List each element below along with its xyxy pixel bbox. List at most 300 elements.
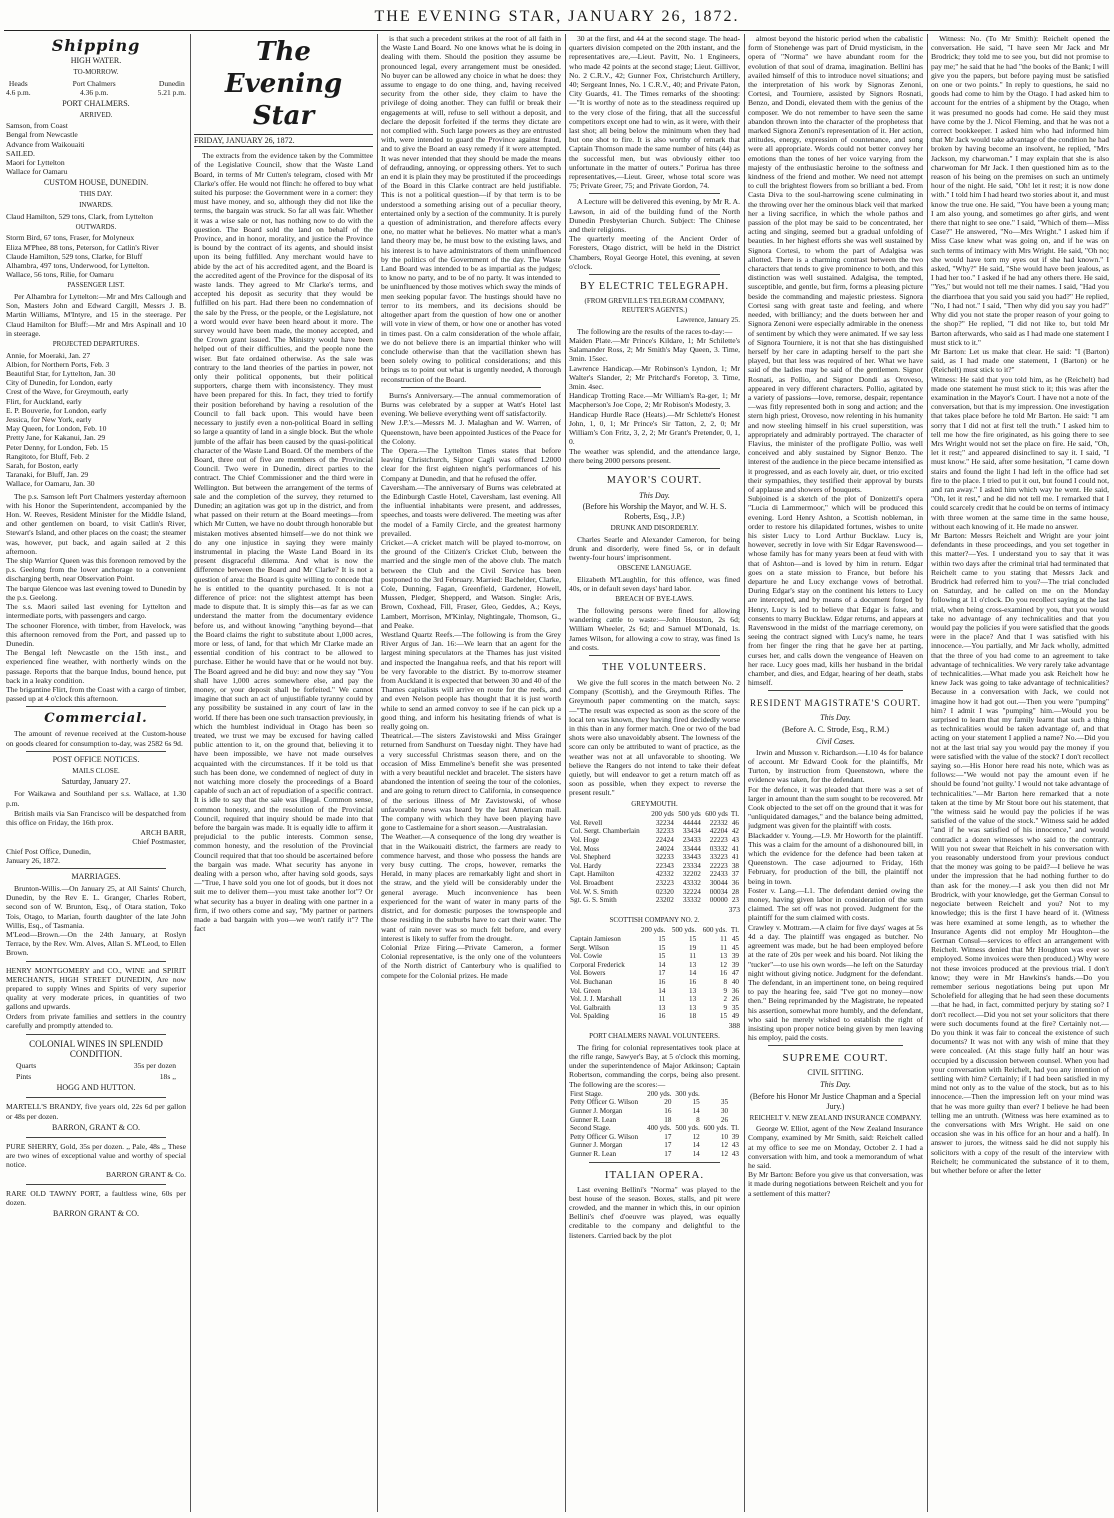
table-row	[569, 935, 740, 944]
table-cell: 22223	[709, 835, 728, 844]
tide-port: Port Chalmers 4.36 p.m.	[72, 78, 116, 97]
page-masthead: THE EVENING STAR, JANUARY 26, 1872.	[374, 8, 740, 25]
table-header-cell: 200 yds	[651, 810, 674, 819]
rmc-day: This Day.	[820, 713, 851, 723]
table-cell: 02320	[655, 887, 674, 896]
commercial-heading: Commercial.	[44, 711, 148, 727]
table-cell: 00000	[709, 896, 728, 905]
table-row	[569, 1133, 740, 1142]
price-row-quarts	[16, 1061, 176, 1070]
sc-text: George W. Elliot, agent of the New Zealand Insurance Company, examined by Mr Smith, said: Reichelt called at my office to see me on Monday, October 2. I had a conversation with him, and took a memorandum of what he said. By Mr Barton: Before you give us that conversation, was it made during negotiations between Reichelt and you for a settlement of this matter?	[748, 1124, 923, 1198]
table-cell: 47	[731, 969, 739, 978]
table-cell	[729, 1098, 740, 1107]
table-cell: 43	[731, 1149, 739, 1158]
table-cell: Gunner J. Morgan	[570, 1141, 623, 1150]
table-cell: 9	[723, 1003, 728, 1012]
projected-heading: PROJECTED DEPARTURES.	[52, 340, 140, 349]
divider	[26, 706, 166, 707]
price-row-pints	[16, 1072, 176, 1081]
table-row	[569, 896, 740, 905]
column-divider	[377, 34, 378, 1512]
advert-colonial-wines-title: COLONIAL WINES IN SPLENDID CONDITION.	[29, 1039, 163, 1059]
table-cell: 16	[658, 978, 666, 987]
customs-day: THIS DAY.	[79, 190, 113, 199]
table-cell: Gunner J. Morgan	[570, 1107, 623, 1116]
advert-colonial-wines	[6, 1039, 186, 1093]
table-cell: 17	[658, 969, 666, 978]
scottish-total: 388	[728, 1021, 740, 1031]
table-cell: 13	[689, 986, 697, 995]
table-cell: 42332	[655, 870, 674, 879]
table-cell: 33223	[709, 853, 728, 862]
local-news-paragraphs: Burns's Anniversary.—The annual commemoration of Burns was celebrated by a supper at Watt's Hotel last evening. We believe everything went off satisfactorily. New J.P.'s.—Messrs M. J. Malaghan and W. Warren, of Queenstown, have been appointed Justices of the Peace for the Colony. The Opera.—The Lyttelton Times states that before leaving Christchurch, Signor Cagli was offered L2000 clear for the first eighteen night's performances of his Company at Dunedin, and that he refused the offer. Caversham.—The anniversary of Burns was celebrated at the Edinburgh Castle Hotel, Caversham, last evening. All the influential inhabitants were present, and addresses, speeches, and toasts were delivered. The meeting was after the model of a Family Circle, and the greatest harmony prevailed. Cricket.—A cricket match will be played to-morrow, on the ground of the Citizen's Cricket Club, between the married and the single men of the above club. The match between the Club and the Civil Service has been postponed to the 3rd February. Married: Bachelder, Clarke, Cole, Dunning, Fagan, Greenfield, Gardener, Howell, Mussen, Pledger, Shepperd, and Watson. Single: Aris, Brown, Coxhead, Fill, Fraser, Gleo, Geddes, A.; Keys, Lambert, Morrison, M'Kinlay, Nightingale, Thomson, G., and Peake. Westland Quartz Reefs.—The following is from the Grey River Argus of Jan. 16:—We learn that an agent for the largest mining speculators at the Thames has just visited and inspected the Inangahua reefs, and that his report will be very favorable to the district. By to-morrow steamer from Auckland it is expected that between 30 and 40 of the Thames capitalists will arrive en route for the reefs, and and even Nelson people has thought that it is just worth while to send an armed convoy to see if he can pick up a good thing, and inform his hesitating friends of what is really going on. Theatrical.—The sisters Zavistowski and Miss Grainger returned from Sandhurst on Tuesday night. They have had a very successful Christmas season there, and on the occasion of Miss Emmeline's benefit she was presented with a very beautiful necklet and bracelet. The sisters have abandoned the intention of seeing the tour of the colonies, and are going to return direct to California, in consequence of the serious illness of Mr Zavistowski, of whose unfavorable news was heard by the last American mail. The company with which they have been playing have gone to Castlemaine for a short season.—Australasian. The Weather.—A consequence of the long dry weather is that in the Waikouaiti district, the farmers are ready to commence harvest, and those who possess the hands are very busy cutting. The crops, however, remarks the Herald, in many places are remarkably light and short in the straw, and the yield will be considerably under the general average. Much inconvenience has been experienced for the want of water in many parts of the district, and for domestic purposes the townspeople and those residing in the suburbs have to cart their water. The want of rain never was so much felt before, and every interest is likely to suffer from the drought. Colonial Prize Firing.—Private Cameron, a former Colonial representative, is the only one of the volunteers of the North district of Canterbury who is qualified to compete for the Colonial prizes. He made	[381, 390, 561, 980]
divider	[26, 1184, 166, 1185]
table-cell: 16	[664, 1107, 672, 1116]
table-cell: 39	[731, 1132, 739, 1141]
table-cell: 14	[689, 969, 697, 978]
newspaper-title: The Evening Star	[224, 37, 343, 131]
table-row	[569, 853, 740, 862]
italian-opera-heading: ITALIAN OPERA.	[604, 1168, 705, 1181]
table-cell: Gunner R. Lean	[570, 1149, 617, 1158]
naval-volunteers-heading: PORT CHALMERS NAVAL VOLUNTEERS.	[589, 1032, 720, 1041]
table-cell: Col. Sergt. Chamberlain	[570, 827, 640, 836]
divider	[768, 690, 903, 691]
column-divider	[744, 34, 745, 1512]
obscene-text: Elizabeth M'Laughlin, for this offence, was fined 40s, or in default seven days' hard labor.	[569, 574, 740, 594]
table-cell: 13	[658, 1003, 666, 1012]
mails-close-heading: MAILS CLOSE.	[72, 766, 120, 775]
table-cell: 26	[720, 1115, 729, 1124]
table-cell: Vol. Galbraith	[570, 1003, 611, 1012]
table-cell: 24024	[655, 844, 674, 853]
table-header-cell: Tl.	[730, 810, 739, 819]
table-row	[569, 1116, 740, 1125]
table-cell: 35	[720, 1098, 729, 1107]
table-row	[569, 1150, 740, 1159]
table-cell	[729, 1107, 740, 1116]
table-cell: Vol. Moss	[570, 844, 600, 853]
rmc-before: (Before A. C. Strode, Esq., R.M.)	[781, 724, 890, 734]
advert-sherry-text: PURE SHERRY, Gold, 35s per dozen. ,, Pale, 48s ,, These are two wines of exceptional value and worthy of special notice.	[6, 1141, 186, 1170]
table-row	[569, 1004, 740, 1013]
table-cell: 11	[720, 935, 728, 944]
naval-scores-table	[569, 1090, 740, 1159]
scottish-scores-table	[569, 926, 740, 1021]
column-divider	[190, 34, 191, 1512]
table-row	[569, 836, 740, 845]
table-row	[569, 969, 740, 978]
table-row	[569, 827, 740, 836]
prize-firing-continued: 30 at the first, and 44 at the second stage. The head-quarters division competed on the 20th instant, and the representatives are,—Lieut. Pavitt, No. 1 Engineers, who made 42 points at the second stage; Lieut. Gillivor, No. 2 C.R.V., 42; Gunner Fox, Christchurch Artillery, 40; Sergeant Innes, No. 1 C.R.V., 40; and Private Paton, City Guards, 41. The Times remarks of the shooting:—"It is worthy of note as to the steadiness required up to the very close of the firing, that all the successful competitors except one had to win, as it were, with their last shot; all being below the minimum when they had but one shot to fire. It is also worthy of remark that Captain Thomson made the same number of hits (44) as the successful men, but was obviously either too unfortunate in the matter of outers." Porirua has three representatives,—Lieut. Greer, whose total score was 75; Private Greer, 75; and Private Gordon, 74.	[569, 34, 740, 191]
table-cell: 12	[719, 960, 728, 969]
italian-opera-text: Last evening Bellini's "Norma" was played to the best house of the season. Boxes, stalls, and pit were crowded, and the manner in which this, in our opinion Bellini's chef d'oeuvre was played, was equally creditable to the company and delightful to the listeners. Carried back by the plot	[569, 1184, 740, 1240]
resident-magistrate-heading: RESIDENT MAGISTRATE'S COURT.	[749, 698, 921, 709]
volunteers-heading: THE VOLUNTEERS.	[602, 661, 707, 673]
table-row	[569, 1012, 740, 1021]
supreme-court-heading: SUPREME COURT.	[782, 1052, 889, 1065]
table-cell: 32233	[655, 853, 674, 862]
table-row	[569, 995, 740, 1004]
table-cell: 13	[689, 995, 697, 1004]
divider	[589, 655, 720, 656]
table-cell: Capt. Hamilton	[570, 870, 615, 879]
table-cell: 00034	[709, 887, 728, 896]
table-cell: 11	[658, 995, 666, 1004]
table-cell: Vol. Hoge	[570, 835, 600, 844]
table-cell: 500 yds.	[675, 1124, 700, 1133]
table-cell: 32224	[682, 887, 701, 896]
table-cell: Vol. W. S. Smith	[570, 887, 618, 896]
scottish-heading: SCOTTISH COMPANY NO. 2.	[609, 915, 700, 924]
advert-hogg-signature: HOGG AND HUTTON.	[56, 1083, 136, 1093]
table-cell: 11	[689, 952, 697, 961]
table-cell: 39	[731, 960, 739, 969]
passenger-heading: PASSENGER LIST.	[67, 281, 125, 290]
table-cell: Vol. Green	[570, 986, 602, 995]
post-office-date: Chief Post Office, Dunedin, January 26, 1872.	[6, 846, 91, 865]
table-row	[569, 1124, 740, 1133]
table-cell: 16	[658, 1012, 666, 1021]
table-header-cell: 200 yds.	[641, 926, 666, 935]
divider	[26, 751, 166, 752]
table-cell: 37	[731, 870, 739, 879]
table-row	[569, 1098, 740, 1107]
table-cell: Petty Officer G. Wilson	[570, 1098, 639, 1107]
column-shipping	[6, 34, 186, 1512]
port-heading: PORT CHALMERS.	[62, 98, 130, 108]
table-cell: 33332	[682, 896, 701, 905]
table-header-cell: 600 yds	[705, 810, 728, 819]
table-cell: 13	[689, 960, 697, 969]
table-cell: Vol. Bowers	[570, 969, 606, 978]
table-row	[569, 870, 740, 879]
arrivals-list: Samson, from Coast Bengal from Newcastle Advance from Waikouaiti SAILED. Maori for Lyttelton Wallace for Oamaru	[6, 121, 85, 177]
arrived-heading: ARRIVED.	[79, 110, 113, 119]
advert-martell-signature: BARRON, GRANT & CO.	[51, 1122, 141, 1132]
breach-heading: BREACH OF BYE-LAWS.	[615, 595, 694, 604]
table-cell: 19	[689, 943, 697, 952]
column-divider	[927, 34, 928, 1512]
table-cell: 43332	[682, 878, 701, 887]
divider	[26, 1137, 166, 1138]
table-cell: 26	[731, 995, 739, 1004]
greymouth-total: 373	[728, 904, 740, 914]
table-row	[569, 1090, 740, 1099]
table-cell: 39	[731, 952, 739, 961]
table-cell: 32233	[655, 827, 674, 836]
table-header-cell	[569, 926, 636, 935]
table-cell: 15	[719, 1012, 728, 1021]
table-row	[569, 888, 740, 897]
table-cell: 17	[664, 1149, 672, 1158]
table-cell	[729, 1090, 740, 1099]
greymouth-heading: GREYMOUTH.	[631, 799, 678, 808]
divider	[26, 868, 166, 869]
table-row	[569, 879, 740, 888]
projected-list: Annie, for Moeraki, Jan. 27 Albion, for Northern Ports, Feb. 3 Beautiful Star, for Lyttelton, Jan. 30 City of Dunedin, for London, early Crest of the Wave, for Greymouth, early Flirt, for Auckland, early E. P. Bouverie, for London, early Jessica, for New York, early May Queen, for London, Feb. 10 Pretty Jane, for Kakanui, Jan. 29 Peter Denny, for London, Feb. 15 Rangitoto, for Bluff, Feb. 2 Sarah, for Boston, early Taranaki, for Bluff, Jan. 29 Wallace, for Oamaru, Jan. 30	[6, 350, 129, 489]
drunk-text: Charles Searle and Alexander Cameron, for being drunk and disorderly, were fined 5s, or in default twenty-four hours' imprisonment.	[569, 534, 740, 563]
telegraph-place: Lawrence, January 25.	[676, 316, 740, 325]
table-cell: 15	[689, 935, 697, 944]
table-row	[569, 862, 740, 871]
advert-montgomery-text: HENRY MONTGOMERY and CO., WINE and SPIRIT MERCHANTS, HIGH STREET DUNEDIN, Are now prepared to supply Wines and Spirits of very superior quality at very moderate prices, in quantities of two gallons and upwards. Orders from private families and settlers in the country carefully and promptly attended to.	[6, 965, 186, 1030]
table-cell: Vol. Spalding	[570, 1012, 610, 1021]
advert-sherry-signature: BARRON GRANT & Co.	[105, 1170, 186, 1180]
table-cell: Tl.	[730, 1124, 739, 1133]
table-row	[569, 1107, 740, 1116]
table-cell: 400 yds.	[647, 1124, 672, 1133]
table-cell: 8	[696, 1115, 700, 1124]
sc-before: (Before his Honor Mr Justice Chapman and a Special Jury.)	[749, 1091, 922, 1111]
table-cell: 2	[723, 995, 728, 1004]
table-cell: Petty Officer G. Wilson	[570, 1132, 639, 1141]
table-cell: 22424	[655, 835, 674, 844]
table-cell: 03332	[709, 844, 728, 853]
table-cell: 45	[731, 943, 739, 952]
table-cell: 36	[731, 878, 739, 887]
divider	[401, 387, 541, 388]
table-row	[569, 944, 740, 953]
dateline	[194, 134, 373, 147]
advert-port	[6, 1189, 186, 1219]
table-cell: Corporal Frederick	[570, 960, 625, 969]
table-cell: Sgt. G. S. Smith	[570, 896, 617, 905]
table-cell: 43	[731, 835, 739, 844]
advert-sherry	[6, 1142, 186, 1180]
table-cell: 13	[689, 1003, 697, 1012]
inwards-heading: INWARDS.	[79, 201, 113, 209]
divider	[589, 468, 720, 469]
pints-label: Pints	[16, 1072, 32, 1082]
table-row	[569, 819, 740, 828]
table-row	[569, 952, 740, 961]
naval-volunteers-text: The firing for colonial representatives took place at the rifle range, Sawyer's Bay, at 5 o'clock this morning, under the superintendence of Major Atkinson; Captain Robertson, commanding the corps, being also present. The following are the scores:—	[569, 1042, 740, 1089]
obscene-heading: OBSCENE LANGUAGE.	[617, 564, 692, 573]
leader-article: The extracts from the evidence taken by the Committee of the Legislative Council, show that the Waste Land Board, in terms of Mr Cutten's telegram, closed with Mr Clarke's offer. He would not flinch: he offered to buy what suited his purpose: the Government were in a corner: they must have money, and so, although they did not like the terms, the bargain was struck. So far all was fair. Whether it was a wise sale or not, has nothing now to do with the question. The Board sold the land on behalf of the Province, and in honor, morality, and justice the Province is bound by the contract of its agents, and should insist upon its being fulfilled. Any merchant would have to abide by the act of his accredited agent, and the Board is the accredited agent of the Province for the disposal of its waste lands. They agreed to Mr Clarke's terms, and accepted his deposit as security that they would be fulfilled on his part. Had there been no condemnation of the sale by the Press, or the people, or the Legislature, not a word would ever have been heard about it more. The survey would have been made, the money accepted, and the Crown grant issued. The Ministry would have been helped out of their difficulties, and the people none the wiser. But fate ordained otherwise. As the sale was contrary to the land theories of the parties in power, not only their political opponents, but their political supporters, charge them with inconsistency. They must have been prepared for this. In fact, they tried to fortify their position beforehand by having a resolution of the Council to fall back upon. This would have been necessary to justify even a non-political Board in selling so large a quantity of land in a single block. But the whole jumble of the affair has been caused by the quasi-political character of the Waste Land Board. Of the members of the Board, three out of five are members of the Provincial Council. Two were in Dunedin, direct parties to the contract. The Chief Commissioner and the third were in Wellington. But between the arrangement of the terms of sale and the completion of the survey, they returned to Dunedin; an agitation was got up in the district, and from what passed on their return at the Board meetings—from which Mr Cutten, we have no doubt through honorable but mistaken motives absented himself—we do not think we do any one injustice in saying they were mainly instrumental in placing the Waste Land Board in its present disgraceful dilemma. And what is now the difference between the Board and Mr Clarke? It is not a question of area: the Board is quite willing to concede that he is entitled to the quantity purchased. It is not a difference of price: not the slightest attempt has been made to dispute that. It is simply this—as far as we can understand the matter from the documentary evidence before us, and without knowing "anything beyond—that the Board claims the right to substitute about 1,000 acres, more or less, of land, for that which Mr Clarke made an essential condition of his contract to be allowed to purchase. Either he would have that or he would not buy. The Board agreed and he did buy: and now they say "You shall have 1,000 acres somewhere else, and pay the money, or your deposit shall be forfeited." We cannot imagine that such an act of unjustifiable tyranny could by any possibility be sustained in any court of law in the world. If there has been one such transaction previously, in which the humblest individual in Otago has been so treated, we trust we may be excused for having called public attention to it, on the ground that, believing it to have been impossible, we have not made ourselves acquainted with the circumstances. If it be told us that such has been done, we condemned of neglect of duty in not watching more closely the proceedings of a Board capable of such an act of repudiation of a specific contract. It is idle to say that the sale was illegal. Common sense, common honesty, and the resolution of the Provincial Council, required that inquiry should be made into that before the bargain was made. It is equally idle to affirm it prejudicial to the public interests. Common sense, common honesty, and the resolution of the Provincial Council required that that too should be ascertained before the bargain was made. What security has anyone in dealing with a person who, after having sold goods, says—"True, I have sold you one lot of goods, but it does not suit me to deliver them—you must take another lot"? Or what security has a buyer in dealing with one partner in a firm, if two others come and say, "My partner or partners made a bad bargain with you—we won't ratify it"? The fact	[194, 151, 373, 934]
mayors-court-day: This Day.	[639, 490, 670, 500]
table-cell: 33444	[682, 844, 701, 853]
table-cell: 38	[731, 861, 739, 870]
table-row	[569, 978, 740, 987]
table-cell: 30044	[709, 878, 728, 887]
rmc-text: Irwin and Musson v. Richardson.—L10 4s for balance of account. Mr Edward Cook for the plaintiffs, Mr Turton, by instruction from Queenstown, where the evidence was taken, for the defendant. For the defence, it was pleaded that there was a set of larger in amount than the sum sought to be recovered. Mr Cook objected to the set off on the ground that it was for "unliquidated damages," and the balance being admitted, judgment was given for the plaintiff with costs. Blackadder v. Young.—L9. Mr Howorth for the plaintiff. This was a claim for the amount of a dishonoured bill, in which the evidence for the defence had been taken at Queenstown. The case adjourned to Friday, 16th February, for production of the bill, the plaintiff not being in town. Foster v. Lang.—L1. The defendant denied owing the money, having given labor in consideration of the sum claimed. The set off was not proved. Judgment for the plaintiff for the sum claimed with costs. Crawley v. Mottram.—A claim for five days' wages at 5s 4d a day. The plaintiff was engaged as butcher. No agreement was made, but he had been employed before at the rate of 20s per week and his board. Not liking the "tucker"—to use his own words—he left on the Saturday night without giving notice. Judgment for the defendant. The defendant, in an impertinent tone, on being required to pay the hearing fee, said "I've got no money—now then." Being reprimanded by the Magistrate, he repeated his assertion, somewhat more humbly, and the defendant, who said he merely wished to establish the right of insisting upon proper notice being given by men leaving his employ, paid the costs.	[748, 747, 923, 1043]
divider	[589, 1162, 720, 1163]
table-cell: Vol. Buchanan	[570, 978, 613, 987]
table-cell: 49	[731, 1012, 739, 1021]
mayors-court-before: (Before his Worship the Mayor, and W. H. S. Roberts, Esq., J.P.)	[582, 502, 727, 522]
shipping-heading: Shipping	[51, 36, 141, 55]
table-cell: Second Stage.	[570, 1124, 611, 1133]
column-supreme-court	[931, 34, 1109, 1512]
table-row	[569, 961, 740, 970]
outwards-list: Storm Bird, 67 tons, Fraser, for Molyneux Eliza M'Phee, 88 tons, Peterson, for Catlin's River Claude Hamilton, 529 tons, Clarke, for Bluff Alhambra, 497 tons, Underwood, for Lyttelton. Wallace, 56 tons, Rilie, for Oamaru	[6, 233, 159, 280]
column-leader	[194, 34, 373, 1512]
civil-sitting-heading: CIVIL SITTING.	[807, 1068, 864, 1078]
sc-evidence-continued: Witness: No. (To Mr Smith): Reichelt opened the conversation. He said, "I have seen Mr Jack and Mr Brodrick; they told me to see you, but did not promise to pay me;" he said that he had "the books of the Bank; I will give you the papers, but before paying must be satisfied on one or two points." In reply to questions, he said no goods had come to him by the Otago. I had asked him to account for the entries of a shipment by the Otago, when it was presumed no goods had come. He said they must have come by the J. Nicol Fleming, and that he was not a correct bookkeeper. I asked him who had informed him that Mr Jack would take advantage of the condition he had broken by having become an insolvent, he replied, "Mrs Jackson, my charwoman." I may explain that she is also charwoman for Mr Jack. I then questioned him as to the reason of his being on the premises on such an untimely hour of the night. He said, "Oh! let it rest; it is now done with." I told him I had heard two stories about it, and must know the true one. He said, "You have been a young man; I am also young, and sometimes go after girls, and went there that night to see one." I said, "Which of them—Miss Case?" He answered, "No—Mrs Wright." I asked him if Miss Case knew what was going on, and if he was on such terms of intimacy with Mrs Wright. He said, "Oh no; she would have torn my eyes out if she had known." I asked, "Why?" He said, "She would have been jealous, as I had her too." I asked if he had any others there. He said, "Yes," but would not tell me their names. I said, "Had you the diarrhoea that you said you said you had?" He replied, "No, I had not." I said, "Then why did you say you had?" Why did you not state the proper reason of your going to the shop?" He replied, "I did not like to, but told Mr Barton afterwards, who said as I had made one statement I must stick to it." Mr Barton: Let us make that clear. He said: "I (Barton) said, as I had made one statement, I (Barton) or he (Reichelt) must stick to it?" Witness: He said that you told him, as he (Reichelt) had made one statement he must stick to it; this was after the examination in the Mayor's Court. I have not a note of the conversation, but that is my impression. One investigation that takes place before he told Mr Barton. He said: "I am sorry that I did not at first tell the truth." I asked him to tell me how the fire originated, as his going there to see Mrs Wright would not set the place on fire. He said, "Oh, let it rest;" and appeared disinclined to say it. I said, "I must know." He said, after some hesitation, "I came down stairs and found the light I had left in the office had set fire to the place. I tried to put it out, but found I could not, and ran away." I asked him which way he went. He said, "Oh, let it rest," and he did not tell me. I remarked that I could scarcely credit that he could be on terms of intimacy with three women at the same time in the same house, without each knowing of it. He made no answer. Mr Barton: Messrs Reichelt and Wright are your joint defendants in these proceedings, and you set together in this matter?—Yes. I understand you to say that it was within two days after the criminal trial had terminated that Reichelt came to you stating that Messrs Jack and Brodrick had referred him to you?—The trial concluded on Saturday, and he called on me on the Monday following at 11 o'clock. Do you recollect saying at the last trial, when being cross-examined by you, that you would take no advantage of any technicalities and that you would pay the policies if you were satisfied that the goods were in the place? And that I was satisfied with his innocence.—You partially, and Mr Jack wholly, admitted that the three of you had come to an agreement to take advantage of technicalities. We very rarely take advantage of technicalities.—What made you ask Reichelt how he knew Jack was going to take advantage of technicalities? Because in a conversation with Jack, we could not imagine how it had got out.—Then you were "pumping" him? I admit I was "pumping" him.—Would you be surprised to learn that my family learnt that such a thing as technicalities would be taken advantage of, and that acting on your statement I applied a name? No.—Did you not at the last trial say you would pay the money if you were satisfied with the value of the stock? I don't recollect saying so.—His Honor here read his note, which was as follows:—"We would not pay the amount even if he should be found 'not guilty.' I would not take advantage of technicalities."—Mr Barton here remarked that a note taken at the time by Mr Stout bore out his statement, that "the witness said he would pay the policies if he was satisfied of the value of the stock." Witness said he added "and if he was satisfied of his innocence," and would contradict a dozen witnesses who said to the contrary. Will you not swear that Reichelt in his conversation with you reasonably understood from your previous conduct that the money was going to be paid?—I believe he was under the impression that he had nothing further to do than ask for the money.—I ask you then did not Mr Brodrick, with your knowledge, get the German Consul to negociate between Reichelt and you? Not to my knowledge; this is the first I have heard of it. (Witness was here examined at some length, as to whether the Insurance Agents did not employ Mr Houghton—the German Consul—services to effect an arrangement with Reichelt. Witness denied that Mr Houghton was ever so employed. Some invoices were then produced.) Why were not these invoices produced at the previous trial. I don't know; they were in Mr Hawkins's hands.—Do you remember serious negotiations being put upon Mr Scholefield for alleging that he had seen these documents—that he had, in fact, committed perjury by stating so? I don't recollect.—Did you not set your solicitors that there were such documents found at the fire? Certainly not.—Do you think it was fair to conceal the existence of such documents? It was not with any wish of mine that they were concealed. (At this stage fully half an hour was occupied by a discussion between counsel. When you had your conversation with Reichelt, had you any intention of settling with him? Certainly; if I had been satisfied in my mind not only as to the value of the stock, but as to his innocence.—Then the impression left on your mind was that he was more guilty than ever? I believe he had been telling me an untruth. (Witness was here examined as to the conversations with Mrs Wright. He said on one occasion she was in his office for an hour and a half). In answer to jurors, the witness said he did not supply his solicitors with a copy of the result of the interview with Reichelt; he communicated the substance of it to them, but whether before or after the letter	[931, 34, 1109, 1175]
table-cell: 30	[720, 1107, 729, 1116]
column-divider	[565, 34, 566, 1512]
table-cell: 9	[723, 986, 728, 995]
table-header-cell: 600 yds.	[702, 926, 728, 935]
table-cell: 200 yds.	[647, 1089, 672, 1098]
drunk-heading: DRUNK AND DISORDERLY.	[610, 524, 699, 533]
table-cell	[701, 1090, 729, 1099]
table-cell: 15	[658, 943, 666, 952]
table-cell: 42	[731, 827, 739, 836]
pints-price: 18s ,,	[159, 1072, 176, 1082]
issue-date: FRIDAY, JANUARY 26, 1872.	[194, 136, 295, 145]
table-cell: 16	[689, 978, 697, 987]
table-cell: 23334	[682, 861, 701, 870]
tide-heads: Heads 4.6 p.m.	[6, 78, 31, 97]
outwards-heading: OUTWARDS.	[75, 222, 117, 231]
quarts-label: Quarts	[16, 1061, 37, 1070]
table-cell: 45	[731, 935, 739, 944]
table-row	[569, 1141, 740, 1150]
table-cell: 32234	[655, 818, 674, 827]
advert-martell-text: MARTELL'S BRANDY, five years old, 22s 6d per gallon or 48s per dozen.	[6, 1102, 186, 1121]
table-cell: 23433	[682, 835, 701, 844]
high-water-heading: HIGH WATER.	[70, 56, 122, 65]
divider	[768, 1045, 903, 1046]
table-header-cell: 500 yds	[678, 810, 701, 819]
table-cell: 14	[692, 1107, 700, 1116]
civil-cases-heading: Civil Cases.	[816, 736, 855, 746]
table-cell: Vol. Shepherd	[570, 853, 611, 862]
table-cell: Vol. Hardy	[570, 861, 602, 870]
marriages-heading: MARRIAGES.	[71, 871, 121, 881]
table-cell: 22223	[709, 861, 728, 870]
volunteers-text: We give the full scores in the match between No. 2 Company (Scottish), and the Greymouth Rifles. The Greymouth paper commenting on the match, says:—"The result was expected as soon as the score of the local ten was known, they having fired decidedly worse in this than in any former match. One or two of the bad shots were also unavoidably absent. The lowness of the score can only be attributed to want of practice, as the weather was not at all unfavorable to shooting. We believe the Rangers do not intend to take their defeat quietly, but will endeavor to get a return match off as soon as possible, when they expect to reverse the present result."	[569, 677, 740, 798]
divider	[26, 1034, 166, 1035]
tomorrow-label: TO-MORROW.	[73, 68, 119, 76]
greymouth-scores-table	[569, 810, 740, 905]
tide-table	[6, 79, 186, 97]
sc-case-title: REICHELT V. NEW ZEALAND INSURANCE COMPANY.	[749, 1113, 922, 1122]
breach-text: The following persons were fined for allowing wandering cattle to waste:—John Houston, 2s 6d; William Wheeler, 2s 6d; and Samuel M'Donald, 1s. James Wilson, for allowing a cow to stray, was fined 1s and costs.	[569, 605, 740, 652]
customs-heading: CUSTOM HOUSE, DUNEDIN.	[43, 178, 149, 188]
inwards-list: Claud Hamilton, 529 tons, Clark, from Lyttelton	[6, 211, 154, 221]
table-cell: 15	[658, 935, 666, 944]
table-cell: Vol. Cowie	[570, 952, 603, 961]
advert-port-text: RARE OLD TAWNY PORT, a faultless wine, 60s per dozen.	[6, 1188, 186, 1207]
table-cell: 46	[731, 818, 739, 827]
table-cell: 33443	[682, 853, 701, 862]
opera-review-continued: almost beyond the historic period when the cabalistic form of Stonehenge was part of Druid mysticism, in the opera of "Norma" we have abundant room for the evolution of that soul of drama, imagination. Bellini has availed himself of this to introduce novel situations; and the interpretation of his work by Signoras Zenoni, Cortesi, and Tourniere, assisted by Signors Rosnati, Benzo, and Dondi, elevated them with the genius of the composer. We do not remember to have seen the same abandon thrown into the character of the prophetess that marked Signora Zenoni's representation of it. Her action, attitudes, energy, expression of countenance, and song were all appropriate. Words could not better convey her emotions than the tones of her voice varying from the majesty of the enthusiastic heroine to the softness and kindness of the friend and mother. We need not attempt to cull the brightest flowers from so brilliant a bed. From Casta Diva to the soul-harrowing scene culminating in the throwing over her the ominous black veil that marked her a living sacrifice, in which the whole pathos and passion of the plot may be said to be concentrated, her acting and singing, seemed but a gradual unfolding of beauties. In her highest efforts she was well sustained by Signora Cortesi, to whom the part of Adalgisa was allotted. There is a charming contrast between the two characters that tends to give prominence to both, and this distinction was well sustained. Adalgisa, the tempted, susceptible, and gentle, but firm, forms a pleasing picture beside the commanding and majestic priestess. Signora Cortesi sang with great taste and feeling, and where needed, with brilliancy; and the duets between her and Signora Zenoni were especially admirable in the oneness of sentiment by which they were animated. If we say less of Signora Tourniere, it is not that she has distinguished herself by her care in adapting herself to the part she played, but that less was required of her. What we have said of the ladies may be said of the gentlemen. Signor Rosnati, as Pollio, and Signor Dondi as Oroveso, appeared in very different characters. Pollio, agitated by a variety of passions—love, remorse, despair, repentance—was fitly represented both in song and action; and the stern high priest, Oroveso, now relenting in his humanity and now steeling himself in his cruel superstition, was appropriately and admirably portrayed. The character of Flavius, the minister of the profligate Pollio, was well conceived and ably sustained by Signor Benzo. The interest of the audience in the piece became intensified as it progressed, and as each lovely air, duet, or trio excited their sympathies, they testified their approval by bursts of applause and showers of bouquets. Subjoined is a sketch of the plot of Donizetti's opera "Lucia di Lammermoor," which will be produced this evening. Lord Henry Ashton, a Scottish nobleman, in order to restore his dilapidated fortunes, wishes to unite his sister Lucy to Lord Arthur Bucklaw. Lucy is, however, secretly in love with Sir Edgar Ravenswood—whose family has for many years been at feud with with that of Ashton—and is loved by him in return. Edgar goes on a state mission to France, but before his departure he and Lucy exchange vows of betrothal. During Edgar's stay on the continent his letters to Lucy are intercepted, and by means of a document forged by Henry, Lucy is led to believe that Edgar is false, and consents to marry Bucklaw. Edgar returns, and appears at Ravenswood in the midst of the marriage ceremony, on seeing the contract signed with Lucy's name, he tears from her finger the ring that he gave her at parting, curses her, and calls down the vengeance of Heaven on her race. Lucy goes mad, kills her husband in the bridal chamber, and dies, and Edgar, hearing of her death, stabs himself.	[748, 34, 923, 688]
table-header-row	[569, 926, 740, 935]
commercial-text: The amount of revenue received at the Custom-house on goods cleared for consumption to-day, was 2582 6s 9d.	[6, 729, 186, 748]
table-cell: 23	[731, 896, 739, 905]
table-cell: 23202	[655, 896, 674, 905]
table-cell: First Stage.	[570, 1089, 603, 1098]
table-cell: 12	[720, 1141, 729, 1150]
divider	[589, 274, 720, 275]
table-cell: 17	[664, 1132, 672, 1141]
table-cell: 23223	[655, 878, 674, 887]
mails-text: For Waikawa and Southland per s.s. Wallace, at 1.30 p.m.	[6, 789, 186, 808]
table-cell: 600 yds.	[703, 1124, 729, 1133]
table-cell: 22332	[709, 818, 728, 827]
shipping-news: The p.s. Samson left Port Chalmers yesterday afternoon with his Honor the Superintendent, accompanied by the Hon. W. Reeves, Resident Minister for the Middle Island, and other gentlemen on board, to visit Catlin's River, Stewart's Island, and other places on the coast; the steamer was, however, put back, and again sailed at 2 this afternoon. The ship Warrior Queen was this forenoon removed by the p.s. Geelong from the lower anchorage to a convenient discharging berth, near Observation Point. The barque Glencoe was last evening towed to Dunedin by the p.s. Geelong. The s.s. Maori sailed last evening for Lyttelton and intermediate ports, with passengers and cargo. The schooner Florence, with timber, from Havelock, was this afternoon removed from the Port, and passed up to Dunedin. The Bengal left Newcastle on the 15th inst., and experienced fine weather, with northerly winds on the passage. Reports that the barque Indus, bound hence, put back in a leaky condition. The brigantine Flirt, from the Coast with a cargo of timber, passed up at 4 o'clock this afternoon.	[6, 491, 186, 704]
table-cell: 41	[731, 853, 739, 862]
table-cell: 18	[689, 1012, 697, 1021]
column-courts	[748, 34, 923, 1512]
table-cell: 300 yds.	[675, 1089, 700, 1098]
advert-montgomery	[6, 966, 186, 1030]
mails-text-2: British mails via San Francisco will be despatched from this office on Friday, the 16th prox.	[6, 808, 186, 827]
marriages-text: Brunton-Willis.—On January 25, at All Saints' Church, Dunedin, by the Rev E. L. Granger, Charles Robert, second son of W. Brunton, Esq., of Otara station, Toko Tois, Otago, to Marian, fourth daughter of the late John Willis, Esq., of Tasmania. M'Leod—Brown.—On the 24th January, at Roslyn Terrace, by the Rev. Wm. Alves, Allan S. M'Leod, to Ellen Brown.	[6, 883, 186, 958]
table-cell: 20	[664, 1098, 672, 1107]
advert-martell	[6, 1102, 186, 1132]
table-cell: 12	[692, 1132, 700, 1141]
table-cell: 43	[731, 1141, 739, 1150]
table-header-row	[569, 810, 740, 819]
table-cell: 11	[720, 943, 728, 952]
table-cell: Gunner R. Lean	[570, 1115, 617, 1124]
table-cell: 42204	[709, 827, 728, 836]
divider	[26, 1097, 166, 1098]
table-cell: 35	[731, 1003, 739, 1012]
divider	[589, 193, 720, 194]
table-cell: 14	[658, 960, 666, 969]
mails-day: Saturday, January 27.	[61, 777, 131, 787]
table-cell: 28	[731, 887, 739, 896]
table-cell: 14	[692, 1149, 700, 1158]
table-cell: Vol. Revell	[570, 818, 603, 827]
tide-dunedin: Dunedin 5.21 p.m.	[157, 78, 186, 97]
telegraph-source: (FROM GREVILLE'S TELEGRAM COMPANY, REUTER'S AGENTS.)	[584, 297, 725, 314]
postmaster-name: ARCH BARR,	[140, 828, 186, 838]
table-cell: 15	[658, 952, 666, 961]
table-cell: Sergt. Wilson	[570, 943, 609, 952]
telegraph-heading: BY ELECTRIC TELEGRAPH.	[580, 281, 729, 293]
table-cell: 13	[719, 952, 728, 961]
table-cell	[729, 1116, 740, 1125]
table-cell: 32202	[682, 870, 701, 879]
telegraph-text: The following are the results of the races to-day:— Maiden Plate.—Mr Prince's Kildare, 1; Mr Schilette's Salamander Ross, 2; Mr Smith's May Queen, 3. Time, 3min. 15sec. Lawrence Handicap.—Mr Robinson's Lyndon, 1; Mr Walter's Slander, 2; Mr Pritchard's Foretop, 3. Time, 3min. 4sec. Handicap Trotting Race.—Mr William's Ra-ger, 1; Mr Macpherson's Joe Cope, 2; Mr Robison's Modesty, 3. Handicap Hurdle Race (Heats).—Mr Schlette's Honest John, 1, 0, 1; Mr Prince's Sir Tatton, 2, 2, 0; Mr William's Con Fritz, 3, 2, 2; Mr Grant's Pretender, 0, 1, 0. The weather was splendid, and the attendance large, there being 2000 persons present.	[569, 326, 740, 465]
mayors-court-heading: MAYOR'S COURT.	[606, 474, 703, 486]
divider	[26, 961, 166, 962]
table-header-cell	[569, 810, 648, 819]
table-cell: Captain Jamieson	[570, 935, 621, 944]
table-cell: 16	[719, 969, 728, 978]
table-cell: 8	[723, 978, 728, 987]
table-cell: 17	[664, 1141, 672, 1150]
table-cell: 12	[720, 1149, 729, 1158]
post-office-heading: POST OFFICE NOTICES.	[52, 754, 140, 764]
quarts-price: 35s per dozen	[133, 1061, 176, 1070]
table-cell: 15	[692, 1098, 700, 1107]
table-header-cell: 500 yds.	[671, 926, 697, 935]
table-cell: 14	[692, 1141, 700, 1150]
table-cell: 22343	[655, 861, 674, 870]
masthead-rule	[4, 30, 1110, 31]
table-cell: 22433	[709, 870, 728, 879]
table-row	[569, 987, 740, 996]
table-cell: 14	[658, 986, 666, 995]
table-cell: Vol. Broadbent	[570, 878, 614, 887]
table-cell: 18	[664, 1115, 672, 1124]
table-cell: 40	[731, 978, 739, 987]
table-cell: Vol. J. J. Marshall	[570, 995, 622, 1004]
column-news	[381, 34, 561, 1512]
table-row	[569, 845, 740, 854]
table-cell: 10	[720, 1132, 729, 1141]
passenger-list: Per Alhambra for Lyttelton:—Mr and Mrs Callough and Son, Masters John and Edward Cargill, Messrs J. B. Martin Williams, M'Intyre, and 15 in the steerage. Per Claud Hamilton for Bluff:—Mr and Mrs Aspinall and 10 in steerage.	[6, 292, 186, 338]
advert-port-signature: BARRON GRANT & CO.	[52, 1209, 140, 1219]
table-header-cell: Tl.	[730, 926, 739, 935]
